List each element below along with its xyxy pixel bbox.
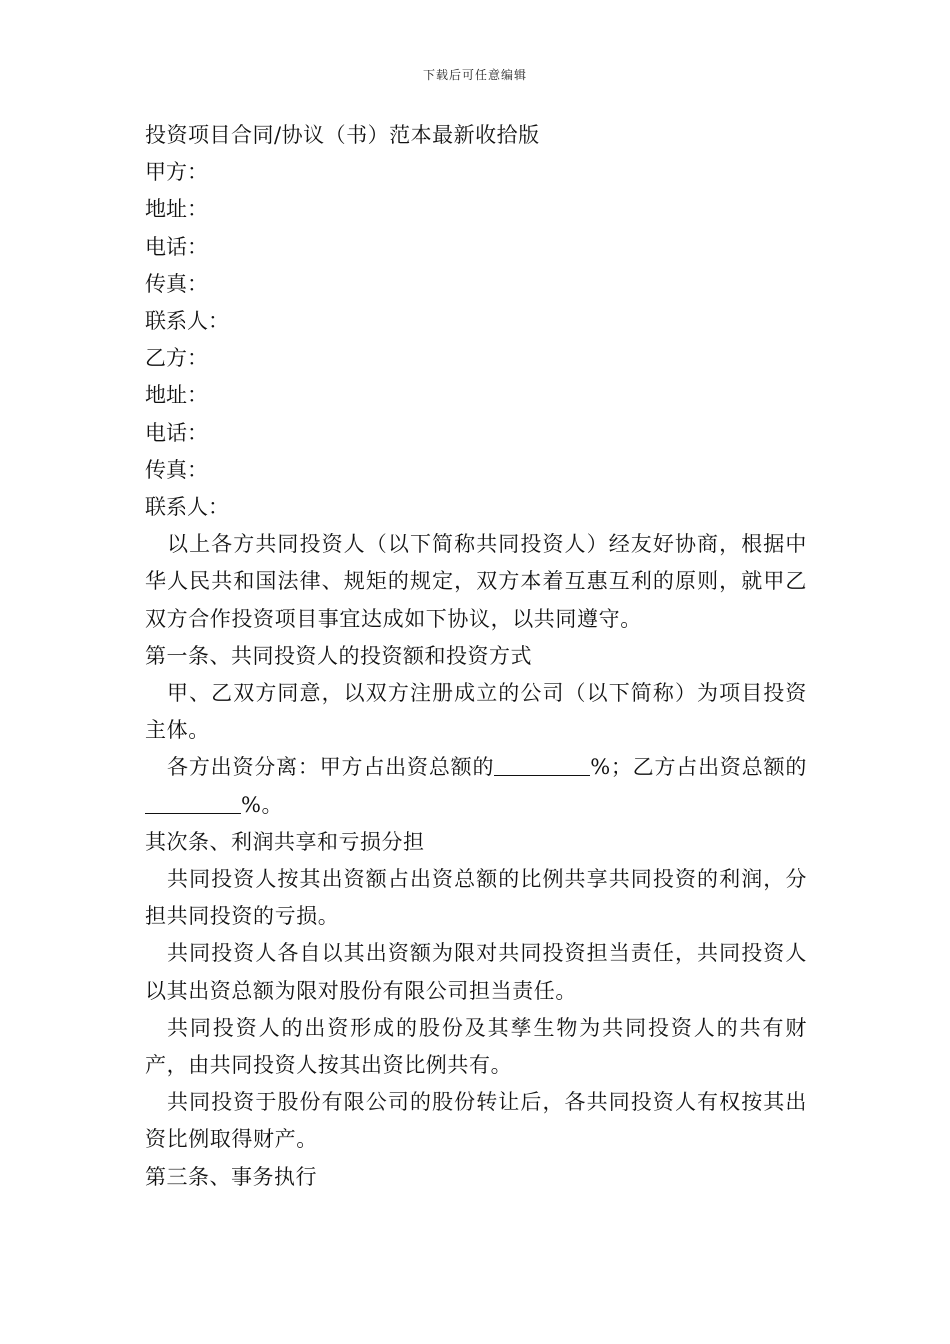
- party-a-share-blank: [494, 755, 590, 776]
- party-b-fax-label: 传真：: [145, 457, 208, 482]
- document-title: 投资项目合同/协议（书）范本最新收拾版: [145, 123, 540, 147]
- article-2-paragraph-4: 共同投资于股份有限公司的股份转让后，各共同投资人有权按其出资比例取得财产。: [145, 1090, 807, 1152]
- page-header-note: 下载后可任意编辑: [422, 68, 527, 82]
- intro-paragraph: 以上各方共同投资人（以下简称共同投资人）经友好协商，根据中华人民共和国法律、规矩的规定，双方本着互惠互利的原则，就甲乙双方合作投资项目事宜达成如下协议，以共同遵守。: [145, 532, 807, 631]
- article-3-heading: 第三条、事务执行: [145, 1164, 317, 1189]
- party-a-contact-label: 联系人：: [145, 309, 229, 334]
- article-2-paragraph-3: 共同投资人的出资形成的股份及其孳生物为共同投资人的共有财产，由共同投资人按其出资比例共有。: [145, 1015, 807, 1078]
- party-b-name-label: 乙方：: [145, 346, 208, 371]
- party-b-phone-label: 电话：: [145, 420, 208, 445]
- contract-document: [145, 117, 807, 1196]
- article-1-paragraph-2: [145, 749, 807, 823]
- party-a-address-label: 地址：: [145, 197, 208, 222]
- article-2-paragraph-2: 共同投资人各自以其出资额为限对共同投资担当责任，共同投资人以其出资总额为限对股份有限公司担当责任。: [145, 941, 807, 1003]
- article-2-paragraph-1: 共同投资人按其出资额占出资总额的比例共享共同投资的利润，分担共同投资的亏损。: [145, 867, 807, 929]
- article-2-heading: 其次条、利润共享和亏损分担: [145, 829, 425, 854]
- article-1-heading: 第一条、共同投资人的投资额和投资方式: [145, 643, 532, 668]
- article-1-paragraph-1: 甲、乙双方同意，以双方注册成立的公司（以下简称）为项目投资主体。: [145, 681, 807, 743]
- party-a-phone-label: 电话：: [145, 234, 208, 259]
- party-b-share-blank: [145, 793, 241, 814]
- party-a-fax-label: 传真：: [145, 271, 208, 296]
- share-text-part-1: 各方出资分离：甲方占出资总额的: [167, 755, 495, 780]
- party-b-address-label: 地址：: [145, 383, 208, 408]
- share-text-part-2: %；乙方占出资总额的: [590, 755, 807, 780]
- party-b-contact-label: 联系人：: [145, 495, 229, 520]
- party-a-name-label: 甲方：: [145, 160, 208, 185]
- share-text-part-3: %。: [241, 792, 284, 817]
